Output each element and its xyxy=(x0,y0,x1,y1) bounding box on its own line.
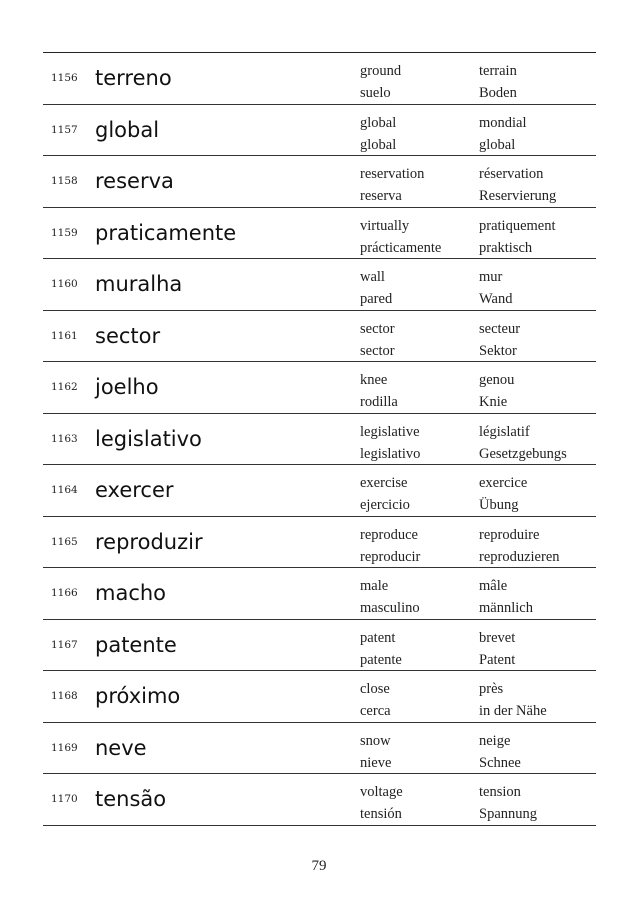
translation-column-en-es xyxy=(360,575,420,619)
translation-column-en-es xyxy=(360,472,410,516)
portuguese-word: sector xyxy=(95,323,161,348)
translation-column-en-es xyxy=(360,524,420,568)
french-translation: pratiquement xyxy=(479,217,556,234)
spanish-translation: legislativo xyxy=(360,445,421,462)
german-translation: in der Nähe xyxy=(479,703,547,719)
portuguese-word: exercer xyxy=(95,478,174,503)
french-translation: mâle xyxy=(479,578,508,594)
english-translation: close xyxy=(360,681,390,697)
english-translation: ground xyxy=(360,63,402,79)
english-translation: global xyxy=(360,114,397,131)
entry-number: 1161 xyxy=(51,329,78,342)
translation-column-fr-de xyxy=(479,524,560,568)
portuguese-word: global xyxy=(95,117,160,142)
entry-number: 1164 xyxy=(51,484,78,497)
spanish-translation: prácticamente xyxy=(360,239,442,256)
german-translation: global xyxy=(479,136,516,153)
portuguese-word: neve xyxy=(95,735,147,760)
translation-column-en-es xyxy=(360,112,396,156)
translation-column-en-es xyxy=(360,266,392,310)
table-row xyxy=(43,362,596,414)
entry-number: 1169 xyxy=(51,741,78,754)
french-translation: réservation xyxy=(479,166,544,182)
english-translation: legislative xyxy=(360,423,420,440)
portuguese-word: joelho xyxy=(95,375,159,400)
german-translation: Knie xyxy=(479,394,508,410)
table-row xyxy=(43,517,596,569)
translation-column-en-es xyxy=(360,60,401,104)
german-translation: praktisch xyxy=(479,239,533,256)
translation-column-fr-de xyxy=(479,163,556,207)
entry-number: 1167 xyxy=(51,638,78,651)
spanish-translation: masculino xyxy=(360,600,420,616)
spanish-translation: suelo xyxy=(360,85,391,101)
french-translation: mur xyxy=(479,269,503,285)
spanish-translation: pared xyxy=(360,291,393,307)
entry-number: 1162 xyxy=(51,381,78,394)
spanish-translation: global xyxy=(360,136,397,153)
translation-column-en-es xyxy=(360,215,441,259)
translation-column-en-es xyxy=(360,318,395,362)
translation-column-fr-de xyxy=(479,215,556,259)
translation-column-fr-de xyxy=(479,369,514,413)
german-translation: männlich xyxy=(479,600,533,616)
translation-column-en-es xyxy=(360,627,402,671)
translation-column-en-es xyxy=(360,163,424,207)
entry-number: 1158 xyxy=(51,175,78,188)
entry-number: 1170 xyxy=(51,793,78,806)
translation-column-en-es xyxy=(360,678,391,722)
german-translation: Schnee xyxy=(479,754,521,771)
translation-column-en-es xyxy=(360,421,420,465)
table-row xyxy=(43,311,596,363)
entry-number: 1166 xyxy=(51,587,78,600)
translation-column-fr-de xyxy=(479,730,521,774)
translation-column-fr-de xyxy=(479,112,527,156)
spanish-translation: reproducir xyxy=(360,548,421,565)
portuguese-word: patente xyxy=(95,632,177,657)
english-translation: reproduce xyxy=(360,526,418,543)
page-number: 79 xyxy=(311,858,327,874)
french-translation: législatif xyxy=(479,423,530,440)
english-translation: exercise xyxy=(360,475,408,491)
spanish-translation: sector xyxy=(360,342,395,359)
table-row xyxy=(43,156,596,208)
entry-number: 1159 xyxy=(51,226,78,239)
vocabulary-table xyxy=(43,52,596,826)
spanish-translation: reserva xyxy=(360,188,402,204)
entry-number: 1165 xyxy=(51,535,78,548)
english-translation: wall xyxy=(360,269,385,285)
german-translation: Reservierung xyxy=(479,188,557,204)
entry-number: 1157 xyxy=(51,123,78,136)
portuguese-word: terreno xyxy=(95,66,172,91)
translation-column-fr-de xyxy=(479,472,527,516)
portuguese-word: praticamente xyxy=(95,220,237,245)
table-row xyxy=(43,414,596,466)
portuguese-word: muralha xyxy=(95,272,183,297)
english-translation: virtually xyxy=(360,217,410,234)
table-row xyxy=(43,620,596,672)
french-translation: près xyxy=(479,681,504,697)
spanish-translation: tensión xyxy=(360,806,402,822)
german-translation: Boden xyxy=(479,85,517,101)
table-row xyxy=(43,671,596,723)
german-translation: reproduzieren xyxy=(479,548,560,565)
english-translation: snow xyxy=(360,732,391,749)
french-translation: terrain xyxy=(479,63,517,79)
translation-column-en-es xyxy=(360,781,403,825)
english-translation: sector xyxy=(360,320,395,337)
table-row xyxy=(43,465,596,517)
german-translation: Spannung xyxy=(479,806,537,822)
translation-column-fr-de xyxy=(479,575,533,619)
german-translation: Patent xyxy=(479,651,516,668)
french-translation: reproduire xyxy=(479,526,540,543)
entry-number: 1168 xyxy=(51,690,78,703)
german-translation: Wand xyxy=(479,291,513,307)
spanish-translation: rodilla xyxy=(360,394,398,410)
translation-column-fr-de xyxy=(479,627,515,671)
entry-number: 1160 xyxy=(51,278,78,291)
translation-column-en-es xyxy=(360,730,391,774)
portuguese-word: próximo xyxy=(95,684,181,709)
english-translation: patent xyxy=(360,629,396,646)
entry-number: 1163 xyxy=(51,432,78,445)
english-translation: male xyxy=(360,578,389,594)
spanish-translation: cerca xyxy=(360,703,391,719)
table-row xyxy=(43,208,596,260)
translation-column-fr-de xyxy=(479,781,537,825)
portuguese-word: reserva xyxy=(95,169,174,194)
french-translation: tension xyxy=(479,784,521,800)
translation-column-fr-de xyxy=(479,678,547,722)
french-translation: mondial xyxy=(479,114,527,131)
german-translation: Gesetzgebungs xyxy=(479,445,567,462)
portuguese-word: legislativo xyxy=(95,426,202,451)
french-translation: brevet xyxy=(479,629,516,646)
table-row xyxy=(43,723,596,775)
french-translation: exercice xyxy=(479,475,528,491)
table-row xyxy=(43,774,596,826)
english-translation: reservation xyxy=(360,166,425,182)
table-row xyxy=(43,259,596,311)
english-translation: knee xyxy=(360,372,388,388)
table-row xyxy=(43,53,596,105)
spanish-translation: ejercicio xyxy=(360,497,410,513)
translation-column-fr-de xyxy=(479,60,517,104)
entry-number: 1156 xyxy=(51,72,78,85)
spanish-translation: patente xyxy=(360,651,402,668)
translation-column-fr-de xyxy=(479,266,512,310)
table-row xyxy=(43,105,596,157)
translation-column-fr-de xyxy=(479,421,567,465)
translation-column-en-es xyxy=(360,369,398,413)
portuguese-word: reproduzir xyxy=(95,529,203,554)
french-translation: neige xyxy=(479,732,511,749)
german-translation: Sektor xyxy=(479,342,517,359)
german-translation: Übung xyxy=(479,497,519,513)
translation-column-fr-de xyxy=(479,318,520,362)
table-row xyxy=(43,568,596,620)
spanish-translation: nieve xyxy=(360,754,392,771)
english-translation: voltage xyxy=(360,784,403,800)
french-translation: secteur xyxy=(479,320,521,337)
portuguese-word: macho xyxy=(95,581,167,606)
french-translation: genou xyxy=(479,372,515,388)
portuguese-word: tensão xyxy=(95,787,167,812)
